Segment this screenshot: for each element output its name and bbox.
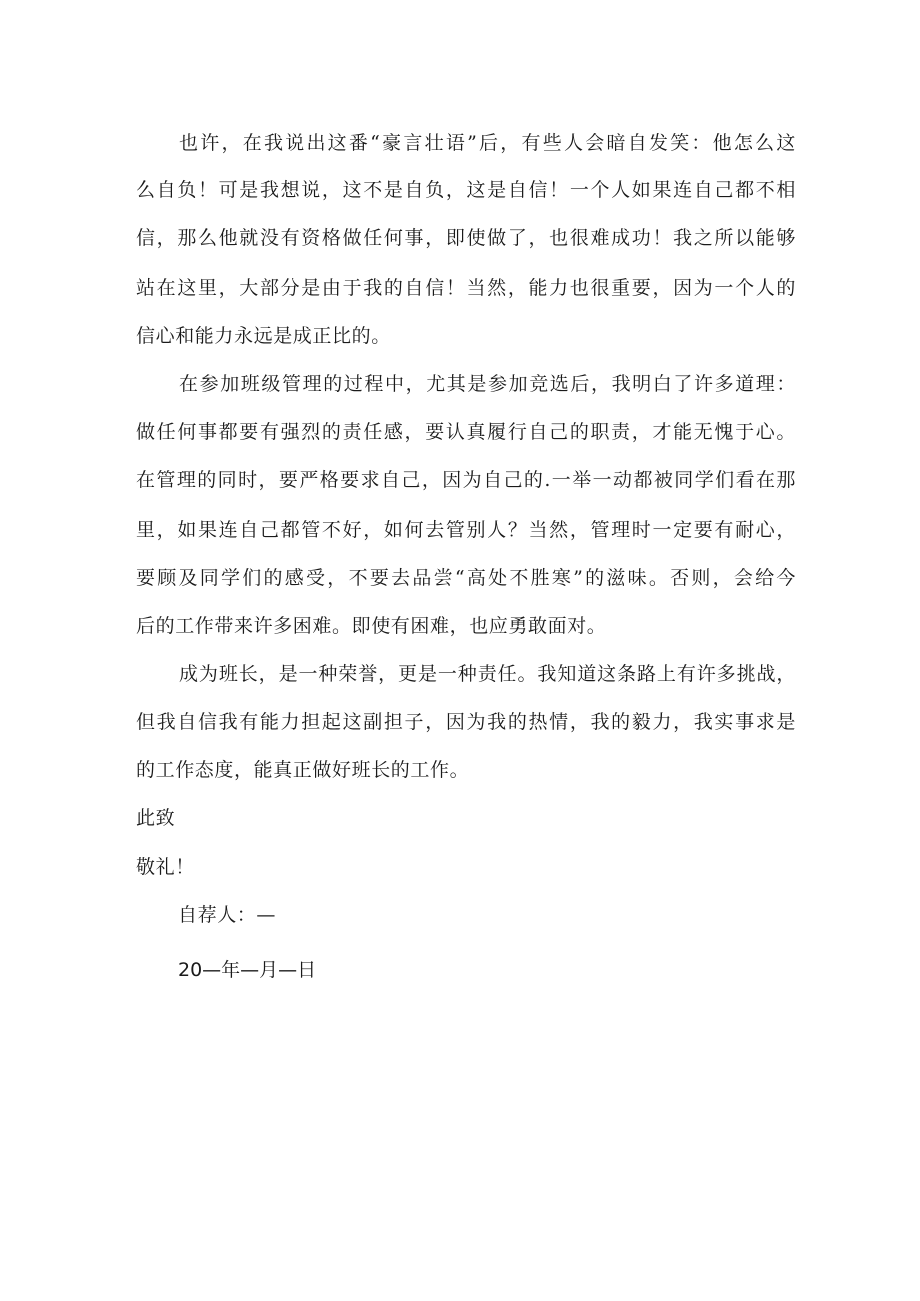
paragraph-line: 在管理的同时，要严格要求自己，因为自己的.一举一动都被同学们看在那 [136,469,796,491]
paragraph-line: 但我自信我有能力担起这副担子，因为我的热情，我的毅力，我实事求是 [136,711,796,733]
paragraph-line: 信心和能力永远是成正比的。 [136,325,391,347]
paragraph-line: 么自负！可是我想说，这不是自负，这是自信！一个人如果连自己都不相 [136,179,796,201]
paragraph-line: 里，如果连自己都管不好，如何去管别人？当然，管理时一定要有耐心， [136,519,796,541]
paragraph-line: 的工作态度，能真正做好班长的工作。 [136,759,470,781]
paragraph-line: 站在这里，大部分是由于我的自信！当然，能力也很重要，因为一个人的 [136,277,796,299]
paragraph-line: 信，那么他就没有资格做任何事，即使做了，也很难成功！我之所以能够 [136,227,796,249]
date-line: 20—年—月—日 [178,959,317,981]
salutation-line-1: 此致 [136,807,176,829]
paragraph-line: 也许，在我说出这番“豪言壮语”后，有些人会暗自发笑：他怎么这 [179,132,796,154]
paragraph-line: 做任何事都要有强烈的责任感，要认真履行自己的职责，才能无愧于心。 [136,421,796,443]
signature: 自荐人：— [178,904,277,926]
paragraph-line: 要顾及同学们的感受，不要去品尝“高处不胜寒”的滋味。否则，会给今 [136,567,796,589]
paragraph-line: 在参加班级管理的过程中，尤其是参加竞选后，我明白了许多道理： [179,373,796,395]
salutation-line-2: 敬礼！ [136,856,195,878]
paragraph-line: 成为班长，是一种荣誉，更是一种责任。我知道这条路上有许多挑战， [179,663,796,685]
paragraph-line: 后的工作带来许多困难。即使有困难，也应勇敢面对。 [136,615,607,637]
